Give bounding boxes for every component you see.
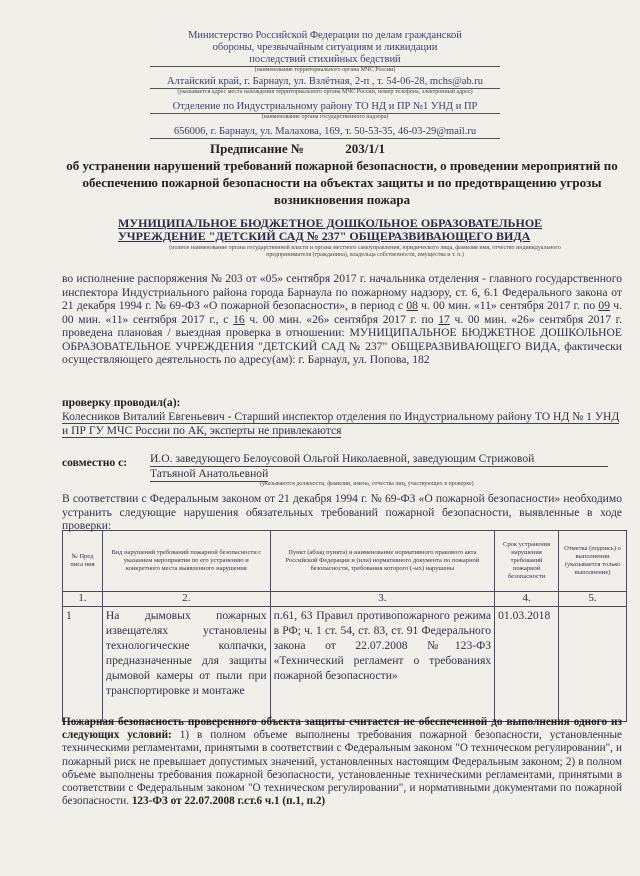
basis-text-c: ч. 00 мин. «11» сентября 2017 г., с xyxy=(62,299,622,326)
jointly-line-2: Татьяной Анатольевной xyxy=(150,467,269,480)
header-number: № Пред писа ния xyxy=(63,531,103,592)
row-mark xyxy=(559,607,627,722)
basis-text-a: во исполнение распоряжения № 203 от «05» сентября 2017 г. начальника отделения - главного государственного инспектора Индустриального района города Барнаула по пожарному надзору, ст. 6, 6.1 Федерального закона от 21 декабря 1994 г. № 69-ФЗ «О пожарной безопасности», в период с xyxy=(62,272,622,312)
ministry-line-2: обороны, чрезвычайным ситуациям и ликвидации xyxy=(212,42,438,53)
footer-bold-a: Пожарная безопасность проверенного объекта защиты считается не обеспеченной до выполнения одного из следующих условий: xyxy=(62,716,622,742)
row-deadline: 01.03.2018 xyxy=(495,607,559,722)
document-title xyxy=(210,141,385,157)
table-row xyxy=(63,607,627,722)
basis-hour-1: 08 xyxy=(406,299,418,312)
table-number-row xyxy=(63,592,627,607)
ministry-line-1: Министерство Российской Федерации по делам гражданской xyxy=(188,30,462,41)
title-prefix: Предписание № xyxy=(210,141,304,156)
violations-table xyxy=(62,530,627,722)
ministry-note: (наименование территориального органа МЧС России) xyxy=(254,67,396,73)
column-number: 1. xyxy=(63,592,103,607)
header-violation: Вид нарушений требований пожарной безопасности с указанием мероприятия по его устранению и конкретного места выявленного нарушения xyxy=(102,531,270,592)
basis-hour-4: 17 xyxy=(438,312,450,326)
organization-note: (полное наименование органа государственной власти и органа местного самоуправления, юридического лица, фамилия имя, отчество индивидуального предпринимателя (гражданина), владельца собственности, имущества и т. п.) xyxy=(169,245,561,258)
jointly-line-1: И.О. заведующего Белоусовой Ольгой Николаевной, заведующим Стрижовой xyxy=(150,452,608,467)
inspectors-value: Колесников Виталий Евгеньевич - Старший инспектор отделения по Индустриальному району ТО НД № 1 УНД и ПР ГУ МЧС России по АК, эксперты не привлекаются xyxy=(62,410,620,437)
footer-bold-c: 123-ФЗ от 22.07.2008 г.ст.6 ч.1 (п.1, п.2) xyxy=(129,795,326,808)
basis-text-b: ч. 00 мин. «11» сентября 2017 г. по xyxy=(417,299,599,312)
title-number: 203/1/1 xyxy=(345,141,385,156)
jointly-label: совместно с: xyxy=(62,456,128,469)
basis-hour-2: 09 xyxy=(598,299,610,312)
department-address: 656006, г. Барнаул, ул. Малахова, 169, т. 50-53-35, 46-03-29@mail.ru xyxy=(150,126,500,139)
basis-text-e: ч. 00 мин. «26» сентября 2017 г. проведена плановая / выездная проверка в отношении: МУНИЦИПАЛЬНОЕ БЮДЖЕТНОЕ ДОШКОЛЬНОЕ ОБРАЗОВАТЕЛЬНОЕ УЧРЕЖДЕНИЯ "ДЕТСКИЙ САД № 237" ОБЩЕРАЗВИВАЮЩЕГО ВИДА, фактически осуществляющего деятельность по адресу(ам): г. Барнаул, ул. Попова, 182 xyxy=(62,312,623,366)
column-number: 3. xyxy=(270,592,494,607)
document-subtitle: об устранении нарушений требований пожарной безопасности, о проведении мероприятий по обеспечению пожарной безопасности на объектах защиты и по предотвращению угрозы возникновения пожара xyxy=(66,158,618,207)
header-norm: Пункт (абзац пункта) и наименование нормативного правового акта Российской Федерации и (или) нормативного документа по пожарной безопасности, требования которого (-ых) нарушены xyxy=(270,531,494,592)
row-number: 1 xyxy=(63,607,103,722)
column-number: 4. xyxy=(495,592,559,607)
basis-hour-3: 16 xyxy=(233,312,245,326)
header-mark: Отметка (подпись) о выполнении (указывается только выполнение) xyxy=(559,531,627,592)
jointly-text xyxy=(150,452,620,482)
ministry-header xyxy=(150,30,500,139)
address-note: (указывается адрес места нахождения территориального органа МЧС России, номер телефона, электронный адрес) xyxy=(177,89,473,95)
footer-text-b: 1) в полном объеме выполнены требования пожарной безопасности, установленные техническими регламентами, принятыми в соответствии с Федеральным законом "О техническом регулировании", и пожарный риск не превышает допустимых значений, установленных настоящим Федеральным законом; 2) в полном объеме выполнены требования пожарной безопасности, установленные техническими регламентами, принятыми в соответствии с Федеральным законом "О техническом регулировании", и нормативными документами по пожарной безопасности. xyxy=(62,729,622,808)
column-number: 5. xyxy=(559,592,627,607)
footer-paragraph xyxy=(62,716,622,808)
header-deadline: Срок устранения нарушения требований пожарной безопасности xyxy=(495,531,559,592)
basis-text-d: ч. 00 мин. «26» сентября 2017 г. по xyxy=(244,312,439,326)
department-note: (наименование органа государственного надзора) xyxy=(261,114,389,120)
row-violation: На дымовых пожарных извещателях установлены технологические колпачки, предназначенные для защиты дымовой камеры от пыли при транспортировке и монтаже xyxy=(102,607,270,722)
table-header-row xyxy=(63,531,627,592)
address-line: Алтайский край, г. Барнаул, ул. Взлётная, 2-п , т. 54-06-28, mchs@ab.ru xyxy=(150,76,500,89)
intro-paragraph: В соответствии с Федеральным законом от 21 декабря 1994 г. № 69-ФЗ «О пожарной безопасности» необходимо устранить следующие нарушения обязательных требований пожарной безопасности, выявленные в ходе проверки: xyxy=(62,492,622,532)
ministry-line-3: последствий стихийных бедствий xyxy=(150,54,500,67)
inspectors-label: проверку проводил(а): xyxy=(62,396,181,409)
inspectors-text xyxy=(62,410,624,437)
basis-paragraph xyxy=(62,272,622,367)
column-number: 2. xyxy=(102,592,270,607)
jointly-note: (указываются должности, фамилии, имена, отчества лиц, участвующих в проверке) xyxy=(260,481,474,487)
row-norm: п.61, 63 Правил противопожарного режима в РФ; ч. 1 ст. 54, ст. 83, ст. 91 Федерального закона от 22.07.2008 №123-ФЗ «Технический регламент о требованиях пожарной безопасности» xyxy=(270,607,494,722)
organization-name: МУНИЦИПАЛЬНОЕ БЮДЖЕТНОЕ ДОШКОЛЬНОЕ ОБРАЗОВАТЕЛЬНОЕ УЧРЕЖДЕНИЕ "ДЕТСКИЙ САД № 237" ОБЩЕРАЗВИВАЮЩЕГО ВИДА xyxy=(118,216,543,243)
department-line: Отделение по Индустриальному району ТО НД и ПР №1 УНД и ПР xyxy=(150,101,500,114)
